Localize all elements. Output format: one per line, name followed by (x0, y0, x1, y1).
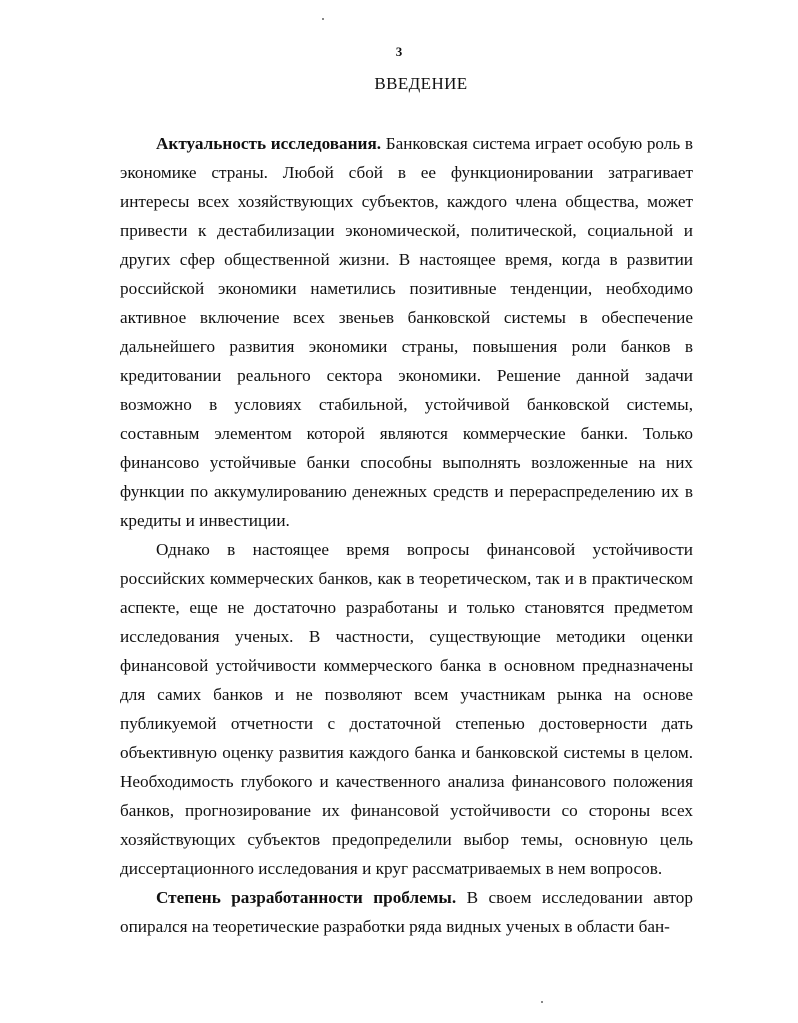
section-title: ВВЕДЕНИЕ (374, 74, 468, 93)
scan-speck (322, 18, 324, 20)
paragraph-body: В своем исследовании автор опирался на теоретические разработки ряда видных ученых в области бан- (120, 888, 693, 936)
scan-speck (541, 1001, 543, 1003)
paragraph-relevance (120, 129, 693, 535)
page-number: 3 (395, 44, 403, 59)
body-text (120, 129, 693, 941)
paragraph-body: Однако в настоящее время вопросы финансовой устойчивости российских коммерческих банков, как в теоретическом, так и в практическом аспекте, еще не достаточно разработаны и только становятся предметом исследования ученых. В частности, существующие методики оценки финансовой устойчивости коммерческого банка в основном предназначены для самих банков и не позволяют всем участникам рынка на основе публикуемой отчетности с достаточной степенью достоверности дать объективную оценку развития каждого банка и банковской системы в целом. Необходимость глубокого и качественного анализа финансового положения банков, прогнозирование их финансовой устойчивости со стороны всех хозяйствующих субъектов предопределили выбор темы, основную цель диссертационного исследования и круг рассматриваемых в нем вопросов. (120, 540, 693, 878)
paragraph-lead: Степень разработанности проблемы. (156, 888, 457, 907)
paragraph-lead: Актуальность исследования. (156, 134, 382, 153)
paragraph-degree (120, 883, 693, 941)
paragraph-body: Банковская система играет особую роль в экономике страны. Любой сбой в ее функционировании затрагивает интересы всех хозяйствующих субъектов, каждого члена общества, может привести к дестабилизации экономической, политической, социальной и других сфер общественной жизни. В настоящее время, когда в развитии российской экономики наметились позитивные тенденции, необходимо активное включение всех звеньев банковской системы в обеспечение дальнейшего развития экономики страны, повышения роли банков в кредитовании реального сектора экономики. Решение данной задачи возможно в условиях стабильной, устойчивой банковской системы, составным элементом которой являются коммерческие банки. Только финансово устойчивые банки способны выполнять возложенные на них функции по аккумулированию денежных средств и перераспределению их в кредиты и инвестиции. (120, 134, 694, 530)
paragraph-problem (120, 535, 693, 883)
